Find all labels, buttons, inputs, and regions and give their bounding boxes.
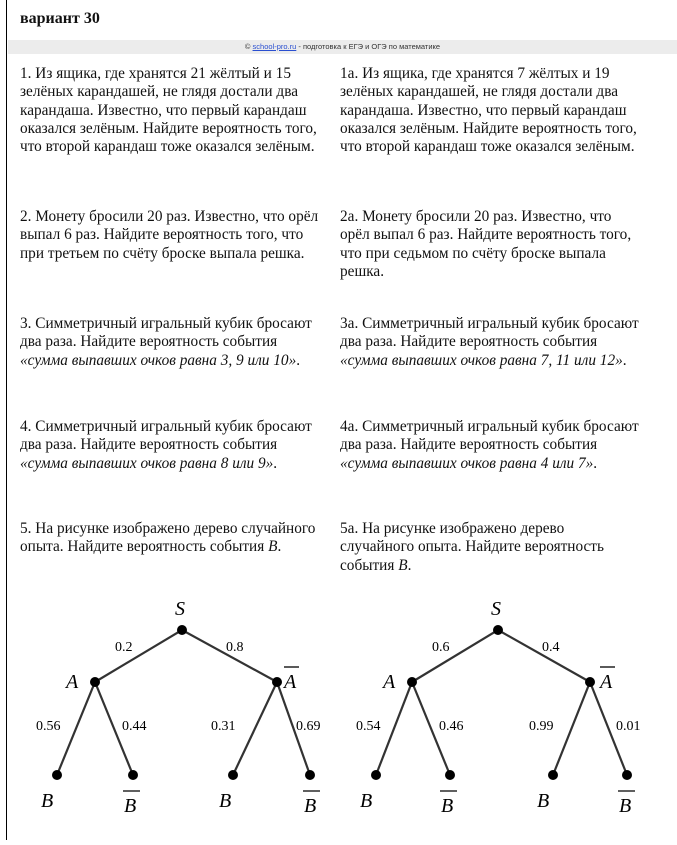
prob-not-a-b: 0.99	[529, 719, 554, 734]
event-not-b-label: B	[304, 795, 317, 817]
event-b-label: B	[219, 790, 232, 812]
task-3-event: «сумма выпавших очков равна 3, 9 или 10»	[20, 351, 297, 369]
task-4-tail: .	[273, 454, 278, 472]
edge-a-b	[57, 682, 95, 775]
prob-a-not-b: 0.44	[122, 719, 147, 734]
task-1a: 1а. Из ящика, где хранятся 7 жёлтых и 19 зелёных карандашей, не глядя достали два карандаша. Известно, что первый карандаш оказался зелёным. Найдите вероятность того, что второй карандаш тоже оказался зелёным.	[340, 65, 637, 156]
node-not-a	[272, 677, 282, 687]
edge-not-a-b	[553, 682, 590, 775]
edge-a-b	[376, 682, 412, 775]
task-4a-tail: .	[593, 454, 598, 472]
task-3a	[340, 315, 640, 370]
leaf-b	[228, 770, 238, 780]
edge-s-a	[95, 630, 182, 682]
node-a	[90, 677, 100, 687]
prob-not-a-b: 0.31	[211, 719, 236, 734]
task-3a-text: 3а. Симметричный игральный кубик бросают два раза. Найдите вероятность события	[340, 315, 639, 351]
prob-s-a: 0.6	[432, 640, 450, 655]
source-banner	[8, 40, 677, 54]
task-5-text: 5. На рисунке изображено дерево случайного опыта. Найдите вероятность события	[20, 520, 316, 556]
root-label: S	[175, 598, 185, 620]
task-4a-text: 4а. Симметричный игральный кубик бросают два раза. Найдите вероятность события	[340, 418, 639, 454]
event-not-a-label: A	[284, 671, 297, 693]
node-s	[177, 625, 187, 635]
task-3	[20, 315, 320, 370]
banner-text: - подготовка к ЕГЭ и ОГЭ по математике	[296, 42, 441, 51]
edge-not-a-b	[233, 682, 277, 775]
node-s	[493, 625, 503, 635]
task-3a-event: «сумма выпавших очков равна 7, 11 или 12»	[340, 351, 623, 369]
event-not-b-label: B	[441, 795, 454, 817]
prob-s-not-a: 0.4	[542, 640, 560, 655]
task-4-text: 4. Симметричный игральный кубик бросают два раза. Найдите вероятность события	[20, 418, 312, 454]
event-a-label: A	[383, 671, 396, 693]
node-not-a	[585, 677, 595, 687]
root-label: S	[491, 598, 501, 620]
task-3-text: 3. Симметричный игральный кубик бросают два раза. Найдите вероятность события	[20, 315, 312, 351]
leaf-b	[548, 770, 558, 780]
task-2a: 2а. Монету бросили 20 раз. Известно, что орёл выпал 6 раз. Найдите вероятность того, что при седьмом по счёту броске выпала решка.	[340, 208, 632, 280]
prob-not-a-not-b: 0.69	[296, 719, 321, 734]
task-2: 2. Монету бросили 20 раз. Известно, что орёл выпал 6 раз. Найдите вероятность того, что при третьем по счёту броске выпала решка.	[20, 208, 319, 262]
task-4a	[340, 418, 640, 473]
task-4a-event: «сумма выпавших очков равна 4 или 7»	[340, 454, 594, 472]
probability-trees	[0, 590, 677, 840]
task-5-event: B	[268, 538, 278, 556]
prob-not-a-not-b: 0.01	[616, 719, 641, 734]
trees-figure	[0, 590, 677, 840]
prob-s-not-a: 0.8	[226, 640, 244, 655]
edge-s-not-a	[498, 630, 590, 682]
tree-right	[376, 630, 627, 775]
leaf-not-b	[128, 770, 138, 780]
task-5a-event: B	[398, 556, 408, 574]
variant-title: вариант 30	[20, 10, 100, 27]
prob-a-b: 0.56	[36, 719, 61, 734]
source-link[interactable]: school-pro.ru	[252, 42, 297, 51]
leaf-not-b	[305, 770, 315, 780]
task-3a-tail: .	[622, 351, 627, 369]
event-not-b-label: B	[619, 795, 632, 817]
event-b-label: B	[537, 790, 550, 812]
edge-s-not-a	[182, 630, 277, 682]
task-1: 1. Из ящика, где хранятся 21 жёлтый и 15 зелёных карандашей, не глядя достали два карандаша. Известно, что первый карандаш оказался зелёным. Найдите вероятность того, что второй карандаш тоже оказался зелёным.	[20, 65, 317, 156]
node-a	[407, 677, 417, 687]
edge-s-a	[412, 630, 498, 682]
event-b-label: B	[41, 790, 54, 812]
task-4	[20, 418, 320, 473]
copyright-sign: ©	[244, 42, 251, 51]
task-4-event: «сумма выпавших очков равна 8 или 9»	[20, 454, 274, 472]
task-5a-text: 5а. На рисунке изображено дерево случайного опыта. Найдите вероятность события	[340, 520, 604, 574]
task-5-tail: .	[277, 538, 282, 556]
prob-a-not-b: 0.46	[439, 719, 464, 734]
task-5a-tail: .	[407, 556, 412, 574]
task-5a	[340, 520, 640, 575]
event-not-a-label: A	[600, 671, 613, 693]
prob-s-a: 0.2	[115, 640, 133, 655]
prob-a-b: 0.54	[356, 719, 381, 734]
leaf-not-b	[622, 770, 632, 780]
tree-left	[57, 630, 310, 775]
task-5	[20, 520, 320, 557]
task-3-tail: .	[296, 351, 301, 369]
event-a-label: A	[66, 671, 79, 693]
leaf-b	[52, 770, 62, 780]
leaf-b	[371, 770, 381, 780]
event-not-b-label: B	[124, 795, 137, 817]
leaf-not-b	[445, 770, 455, 780]
event-b-label: B	[360, 790, 373, 812]
